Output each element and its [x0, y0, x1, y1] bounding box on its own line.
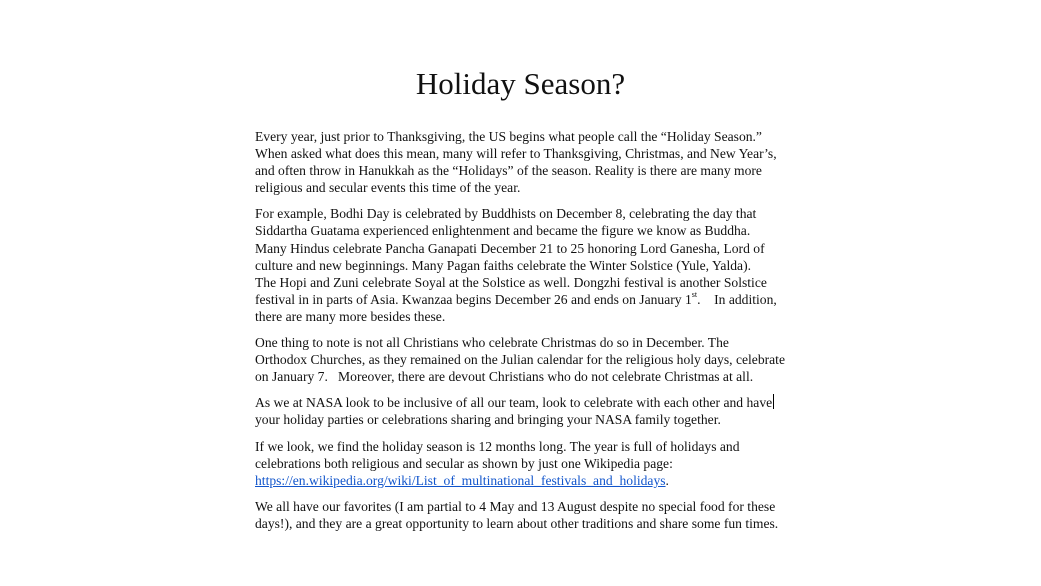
- paragraph-line: Siddartha Guatama experienced enlightenment and became the figure we know as Buddha.: [255, 223, 751, 239]
- paragraph-line: [255, 291, 795, 308]
- document-title: Holiday Season?: [415, 66, 626, 101]
- paragraph-line: culture and new beginnings. Many Pagan faiths celebrate the Winter Solstice (Yule, Yalda).: [255, 257, 751, 273]
- paragraph-text: As we at NASA look to be inclusive of all our team, look to celebrate with each other and have: [255, 395, 773, 411]
- paragraph-5: [255, 438, 795, 489]
- paragraph-line: If we look, we find the holiday season is 12 months long. The year is full of holidays and: [255, 438, 740, 454]
- paragraph-line: there are many more besides these.: [255, 308, 446, 324]
- paragraph-6: [255, 498, 795, 532]
- paragraph-line: your holiday parties or celebrations sharing and bringing your NASA family together.: [255, 412, 721, 428]
- paragraph-line: We all have our favorites (I am partial to 4 May and 13 August despite no special food for these: [255, 498, 776, 514]
- ordinal-superscript: st: [691, 290, 698, 300]
- paragraph-3: [255, 334, 795, 385]
- paragraph-line: and often throw in Hanukkah as the “Holidays” of the season. Reality is there are many more: [255, 163, 762, 179]
- paragraph-text: festival in in parts of Asia. Kwanzaa begins December 26 and ends on January 1: [255, 291, 692, 307]
- paragraph-line: Many Hindus celebrate Pancha Ganapati December 21 to 25 honoring Lord Ganesha, Lord of: [255, 240, 765, 256]
- paragraph-line: For example, Bodhi Day is celebrated by Buddhists on December 8, celebrating the day that: [255, 206, 757, 222]
- paragraph-line: on January 7. Moreover, there are devout Christians who do not celebrate Christmas at all.: [255, 369, 754, 385]
- paragraph-line: [255, 472, 795, 489]
- paragraph-line: [255, 394, 795, 411]
- paragraph-line: celebrations both religious and secular as shown by just one Wikipedia page:: [255, 455, 673, 471]
- paragraph-1: [255, 128, 795, 196]
- paragraph-line: days!), and they are a great opportunity to learn about other traditions and share some fun times.: [255, 515, 779, 531]
- paragraph-line: The Hopi and Zuni celebrate Soyal at the Solstice as well. Dongzhi festival is another Solstice: [255, 274, 767, 290]
- paragraph-line: When asked what does this mean, many will refer to Thanksgiving, Christmas, and New Year’s,: [255, 146, 777, 162]
- paragraph-line: Every year, just prior to Thanksgiving, the US begins what people call the “Holiday Season.”: [255, 129, 762, 144]
- paragraph-4: [255, 394, 795, 428]
- paragraph-text: .: [665, 472, 669, 488]
- paragraph-line: religious and secular events this time of the year.: [255, 180, 521, 196]
- paragraph-line: One thing to note is not all Christians who celebrate Christmas do so in December. The: [255, 335, 729, 351]
- text-cursor: [773, 394, 774, 409]
- paragraph-2: [255, 205, 795, 325]
- paragraph-text: . In addition,: [697, 291, 777, 307]
- paragraph-line: Orthodox Churches, as they remained on the Julian calendar for the religious holy days, celebrate: [255, 352, 785, 368]
- wikipedia-link[interactable]: https://en.wikipedia.org/wiki/List_of_multinational_festivals_and_holidays: [255, 472, 666, 488]
- document-body[interactable]: [255, 128, 795, 541]
